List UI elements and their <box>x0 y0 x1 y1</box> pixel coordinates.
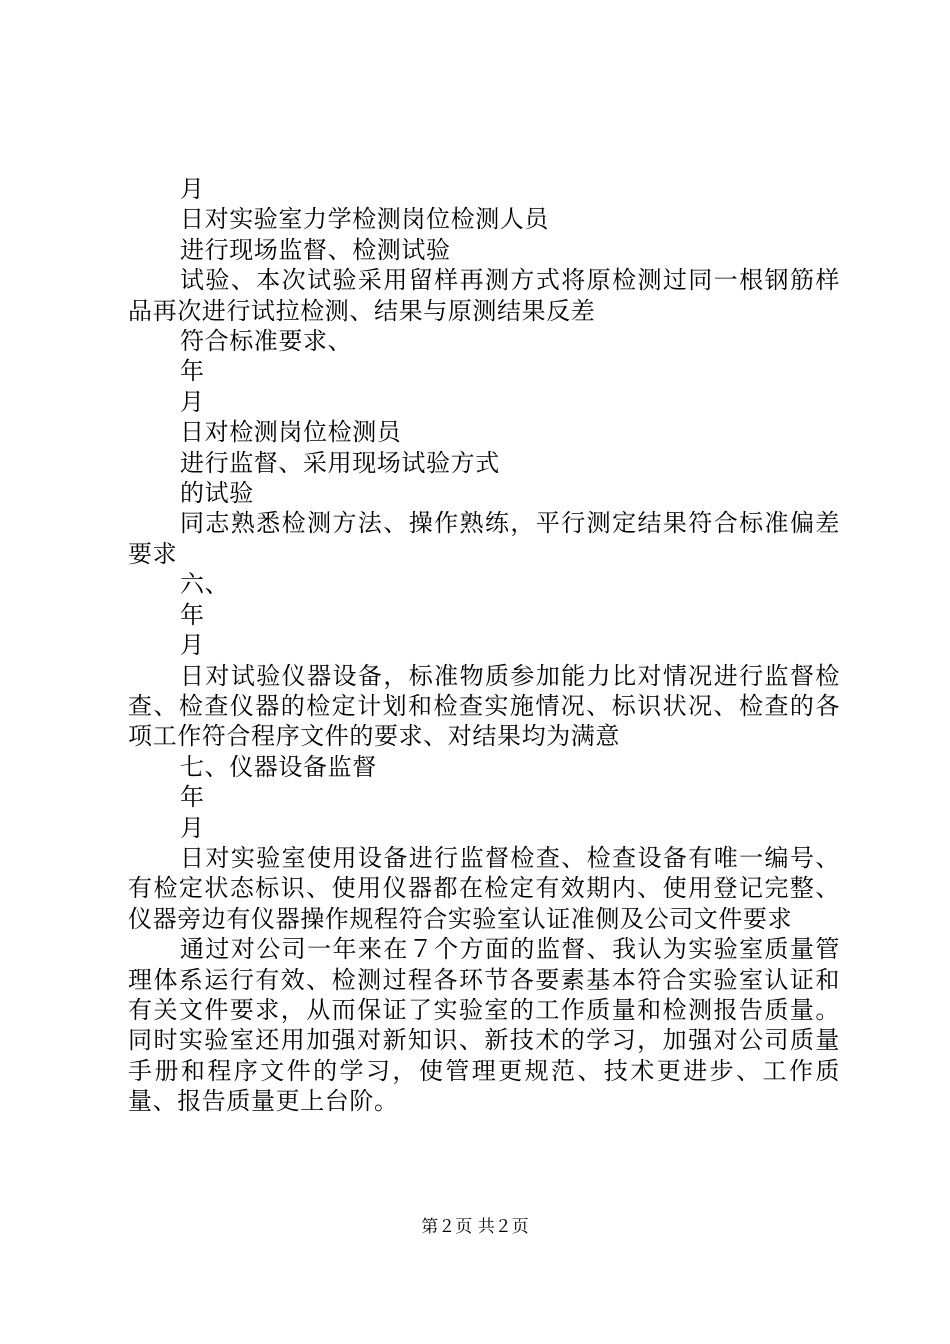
paragraph: 日对实验室力学检测岗位检测人员 <box>180 205 549 234</box>
section-heading: 六、 <box>180 570 230 599</box>
paragraph: 年 <box>180 600 205 629</box>
paragraph: 进行现场监督、检测试验 <box>180 235 451 264</box>
paragraph: 月 <box>180 175 205 203</box>
paragraph: 日对检测岗位检测员 <box>180 418 402 447</box>
paragraph: 月 <box>180 631 205 660</box>
paragraph: 月 <box>180 813 205 842</box>
paragraph: 的试验 <box>180 479 254 508</box>
paragraph: 试验、本次试验采用留样再测方式将原检测过同一根钢筋样品再次进行试拉检测、结果与原测结果反差 <box>128 266 840 325</box>
paragraph: 日对实验室使用设备进行监督检查、检查设备有唯一编号、有检定状态标识、使用仪器都在检定有效期内、使用登记完整、仪器旁边有仪器操作规程符合实验室认证准侧及公司文件要求 <box>128 843 840 933</box>
paragraph: 日对试验仪器设备，标准物质参加能力比对情况进行监督检查、检查仪器的检定计划和检查实施情况、标识状况、检查的各项工作符合程序文件的要求、对结果均为满意 <box>128 661 840 751</box>
paragraph: 年 <box>180 783 205 812</box>
paragraph: 年 <box>180 357 205 386</box>
paragraph: 月 <box>180 387 205 416</box>
paragraph: 符合标准要求、 <box>180 327 353 356</box>
conclusion-paragraph: 通过对公司一年来在７个方面的监督、我认为实验室质量管理体系运行有效、检测过程各环节各要素基本符合实验室认证和有关文件要求，从而保证了实验室的工作质量和检测报告质量。同时实验室还用加强对新知识、新技术的学习，加强对公司质量手册和程序文件的学习，使管理更规范、技术更进步、工作质量、报告质量更上台阶。 <box>128 935 840 1116</box>
paragraph: 同志熟悉检测方法、操作熟练，平行测定结果符合标准偏差要求 <box>128 509 840 568</box>
page-footer <box>0 1216 950 1238</box>
document-body <box>128 174 840 1117</box>
section-heading: 七、仪器设备监督 <box>180 752 377 781</box>
page-number-label: 第２页 共２页 <box>421 1217 529 1237</box>
paragraph: 进行监督、采用现场试验方式 <box>180 448 500 477</box>
